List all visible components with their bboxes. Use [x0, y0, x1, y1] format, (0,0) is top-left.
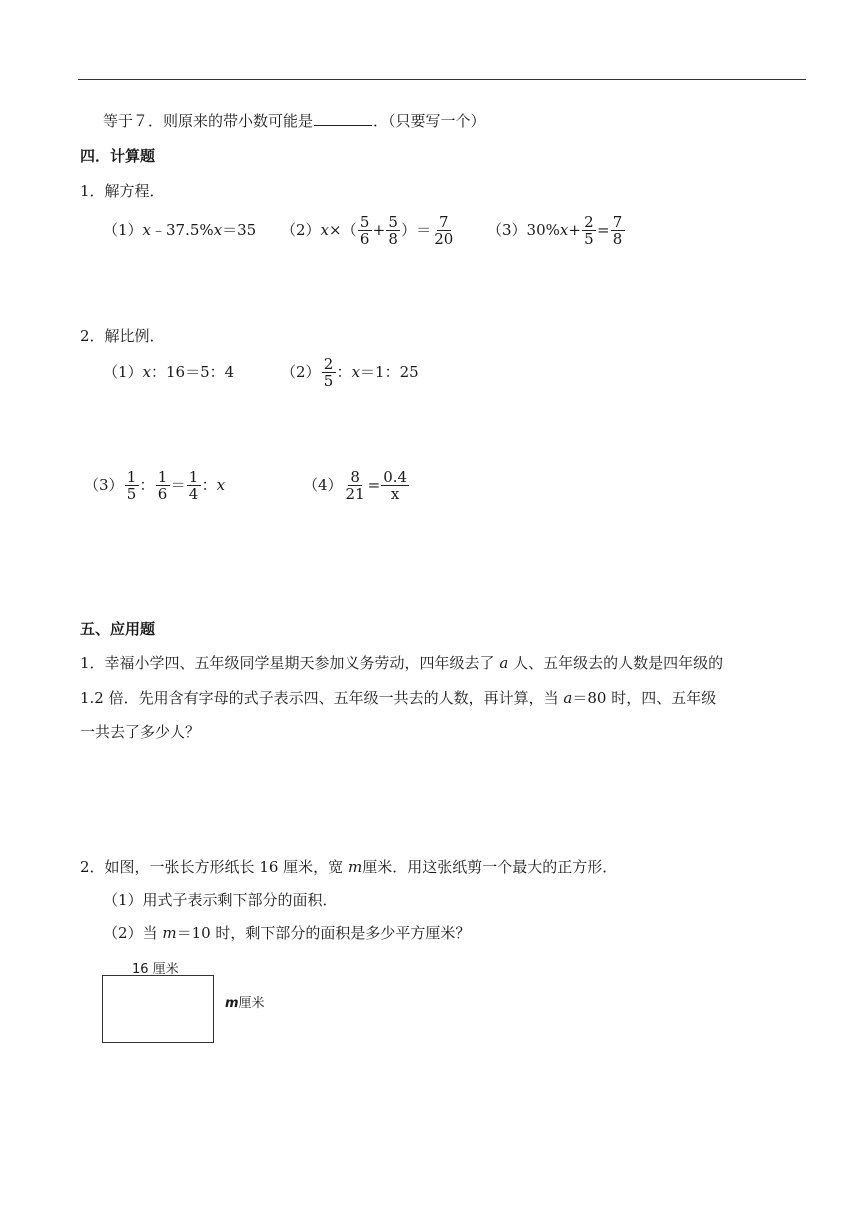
variable-x: x: [142, 221, 152, 239]
problem-number: （3）30%: [487, 221, 560, 239]
q2-problem-3: [84, 467, 225, 503]
expr-text: ：: [139, 476, 155, 494]
variable-x: x: [216, 476, 226, 494]
text: 1．幸福小学四、五年级同学星期天参加义务劳动，四年级去了: [80, 654, 495, 672]
q2-label: 2．解比例．: [80, 327, 165, 345]
denominator: 20: [434, 229, 454, 248]
numerator: 1: [187, 469, 201, 486]
variable-x: x: [213, 221, 223, 239]
fraction: [125, 469, 139, 502]
numerator: 7: [611, 214, 625, 231]
app-q1-line3: 一共去了多少人？: [80, 723, 201, 741]
intro-text: 等于７．则原来的带小数可能是: [103, 112, 314, 130]
variable-m: m: [347, 858, 363, 876]
denominator: 4: [188, 484, 199, 503]
fraction: [432, 214, 455, 247]
q1-problem-3: [487, 212, 626, 248]
intro-line: [103, 110, 486, 132]
app-q1-line1: [80, 652, 723, 674]
intro-text-end: ．（只要写一个）: [373, 112, 486, 130]
q2-problem-2: [281, 354, 419, 390]
problem-number: （3）: [84, 476, 124, 494]
text: 2．如图，一张长方形纸长 16 厘米，宽: [80, 858, 344, 876]
expr-text: ＝: [170, 476, 186, 494]
denominator: 5: [126, 484, 137, 503]
expr-text: ：: [201, 476, 217, 494]
expr-text: ：: [336, 363, 352, 381]
expr-text: =: [596, 221, 610, 239]
text: 1.2 倍．先用含有字母的式子表示四、五年级一共去的人数，再计算，当: [80, 689, 559, 707]
section5-title: 五、应用题: [80, 620, 156, 638]
variable-x: x: [559, 221, 569, 239]
app-q2-sub2: [103, 922, 470, 944]
fraction: [344, 469, 367, 502]
expr-text: +: [568, 221, 581, 239]
problem-number: （4）: [303, 476, 343, 494]
denominator: 5: [584, 229, 594, 248]
expr-text: ×（: [329, 221, 357, 239]
numerator: 5: [386, 214, 400, 231]
rectangle-figure: [102, 975, 214, 1043]
variable-a: a: [499, 654, 509, 672]
expr-text: +: [372, 221, 386, 239]
text: 厘米．用这张纸剪一个最大的正方形．: [362, 858, 618, 876]
numerator: 1: [156, 469, 170, 486]
expr-text: ﹣37.5%: [151, 221, 214, 239]
numerator: 2: [582, 214, 596, 231]
expr-text: ＝1：25: [360, 363, 419, 381]
app-q2-sub1: （1）用式子表示剩下部分的面积．: [103, 891, 338, 909]
denominator: 8: [612, 229, 623, 248]
denominator: 5: [323, 371, 334, 390]
fraction: [322, 356, 336, 389]
figure-length-label: 16 厘米: [132, 962, 179, 977]
q2-problem-4: [303, 467, 410, 503]
denominator: 21: [345, 484, 365, 503]
problem-number: （2）: [281, 363, 321, 381]
problem-number: （2）: [281, 221, 321, 239]
expr-text: ＝35: [222, 221, 257, 239]
fraction: [156, 469, 170, 502]
unit-text: 厘米: [238, 996, 265, 1011]
numerator: 7: [437, 214, 451, 231]
numerator: 1: [125, 469, 139, 486]
variable-x: x: [351, 363, 361, 381]
problem-number: （1）: [103, 221, 143, 239]
denominator: 6: [359, 229, 370, 248]
q1-problem-2: [281, 212, 456, 248]
figure-width-label: [225, 992, 265, 1011]
fraction: [582, 214, 596, 247]
fraction: [358, 214, 372, 247]
variable-m: m: [162, 924, 177, 942]
variable-m: m: [225, 996, 239, 1011]
text: ＝80 时，四、五年级: [572, 689, 717, 707]
text: ＝10 时，剩下部分的面积是多少平方厘米？: [176, 924, 471, 942]
variable-x: x: [142, 363, 152, 381]
denominator: 8: [388, 229, 398, 248]
fraction: [381, 469, 409, 502]
variable-x: x: [320, 221, 330, 239]
header-rule: [78, 79, 806, 80]
app-q1-line2: [80, 687, 716, 709]
numerator: 0.4: [383, 467, 408, 486]
section4-title: 四．计算题: [80, 147, 156, 165]
denominator: x: [390, 484, 400, 503]
fraction: [611, 214, 625, 247]
variable-a: a: [563, 689, 573, 707]
numerator: 8: [348, 469, 362, 486]
problem-number: （1）: [103, 363, 143, 381]
expr-text: ：16＝5：4: [151, 363, 235, 381]
expr-text: =: [367, 476, 381, 494]
denominator: 6: [157, 484, 168, 503]
app-q2-line1: [80, 856, 617, 878]
text: 人、五年级去的人数是四年级的: [513, 654, 724, 672]
fraction: [386, 214, 400, 247]
fraction: [187, 469, 201, 502]
text: （2）当: [103, 924, 158, 942]
numerator: 2: [322, 356, 336, 373]
q1-problem-1: [103, 212, 256, 248]
q1-label: 1．解方程．: [80, 182, 165, 200]
q2-problem-1: [103, 354, 234, 390]
answer-blank: [314, 111, 372, 126]
expr-text: ）＝: [401, 221, 432, 239]
numerator: 5: [358, 214, 372, 231]
